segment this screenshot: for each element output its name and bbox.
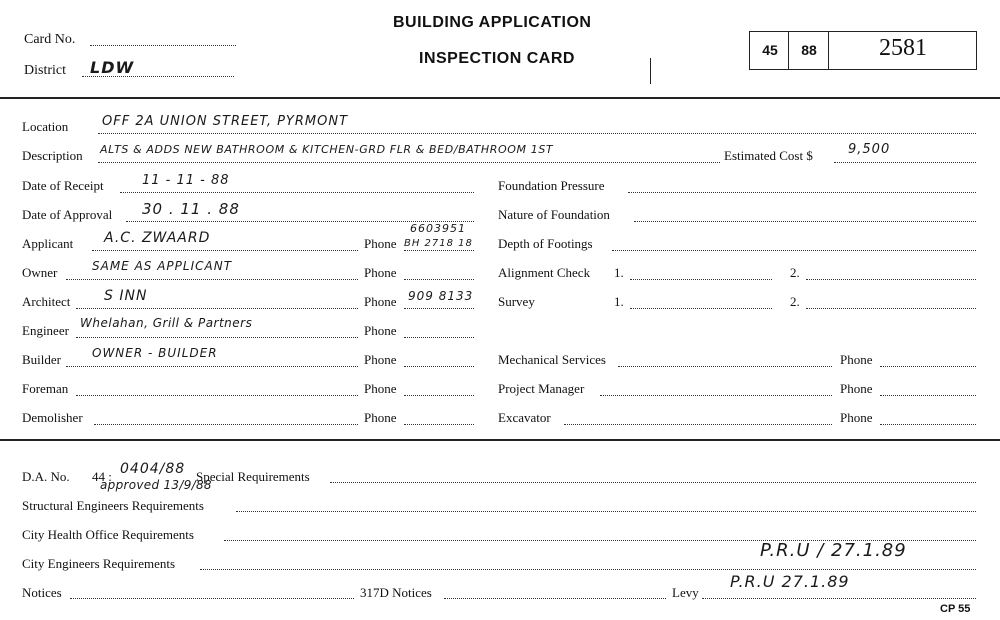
special-requirements-field[interactable]: [330, 482, 976, 483]
date-receipt-field[interactable]: [120, 192, 474, 193]
demolisher-field[interactable]: [94, 424, 358, 425]
owner-value: SAME AS APPLICANT: [92, 259, 233, 273]
alignment-check-label: Alignment Check: [498, 265, 591, 280]
survey-num1: 1.: [614, 294, 624, 309]
engineer-field[interactable]: [76, 337, 358, 338]
applicant-value: A.C. ZWAARD: [104, 230, 211, 246]
architect-field[interactable]: [76, 308, 358, 309]
architect-label: Architect: [22, 294, 71, 309]
engineer-phone-field[interactable]: [404, 337, 474, 338]
nature-foundation-field[interactable]: [634, 221, 976, 222]
excavator-phone-field[interactable]: [880, 424, 976, 425]
notices-317d-label: 317D Notices: [360, 585, 432, 600]
mechanical-label: Mechanical Services: [498, 352, 606, 367]
structural-field[interactable]: [236, 511, 976, 512]
health-label: City Health Office Requirements: [22, 527, 194, 542]
foundation-pressure-label: Foundation Pressure: [498, 178, 605, 193]
demolisher-phone-field[interactable]: [404, 424, 474, 425]
engineer-label: Engineer: [22, 323, 69, 338]
description-label: Description: [22, 148, 83, 163]
alignment-num1: 1.: [614, 265, 624, 280]
architect-value: S INN: [104, 288, 148, 304]
builder-phone-label: Phone: [364, 352, 397, 367]
applicant-field[interactable]: [92, 250, 358, 251]
survey-num2: 2.: [790, 294, 800, 309]
project-manager-phone-label: Phone: [840, 381, 873, 396]
foreman-field[interactable]: [76, 395, 358, 396]
excavator-field[interactable]: [564, 424, 832, 425]
architect-phone-label: Phone: [364, 294, 397, 309]
excavator-label: Excavator: [498, 410, 551, 425]
nature-foundation-label: Nature of Foundation: [498, 207, 610, 222]
notices-field[interactable]: [70, 598, 354, 599]
owner-label: Owner: [22, 265, 58, 280]
applicant-phone-note: BH 2718 18: [404, 238, 473, 249]
excavator-phone-label: Phone: [840, 410, 873, 425]
applicant-phone-value: 6603951: [410, 222, 466, 235]
divider-middle: [0, 439, 1000, 441]
levy-field[interactable]: [702, 598, 976, 599]
builder-label: Builder: [22, 352, 61, 367]
architect-phone-field[interactable]: [404, 308, 474, 309]
da-no-label: D.A. No.: [22, 469, 70, 484]
district-value: LDW: [90, 58, 135, 77]
divider-top: [0, 97, 1000, 99]
box-cell-88: 88: [801, 42, 817, 58]
engineer-phone-label: Phone: [364, 323, 397, 338]
location-field[interactable]: [98, 133, 976, 134]
demolisher-phone-label: Phone: [364, 410, 397, 425]
applicant-label: Applicant: [22, 236, 74, 251]
alignment-field-2[interactable]: [806, 279, 976, 280]
alignment-field-1[interactable]: [630, 279, 772, 280]
project-manager-label: Project Manager: [498, 381, 585, 396]
da-value: 0404/88: [120, 461, 186, 477]
city-eng-field[interactable]: [200, 569, 976, 570]
levy-value: P.R.U 27.1.89: [730, 572, 850, 591]
demolisher-label: Demolisher: [22, 410, 83, 425]
date-approval-value: 30 . 11 . 88: [142, 200, 240, 218]
depth-footings-field[interactable]: [612, 250, 976, 251]
architect-phone-value: 909 8133: [408, 289, 474, 303]
foundation-pressure-field[interactable]: [628, 192, 976, 193]
city-eng-label: City Engineers Requirements: [22, 556, 176, 571]
survey-field-2[interactable]: [806, 308, 976, 309]
owner-phone-field[interactable]: [404, 279, 474, 280]
project-manager-field[interactable]: [600, 395, 832, 396]
builder-value: OWNER - BUILDER: [92, 346, 218, 360]
survey-field-1[interactable]: [630, 308, 772, 309]
location-label: Location: [22, 119, 69, 134]
form-code: CP 55: [940, 603, 971, 615]
location-value: OFF 2A UNION STREET, PYRMONT: [102, 114, 349, 129]
foreman-phone-field[interactable]: [404, 395, 474, 396]
foreman-label: Foreman: [22, 381, 69, 396]
estimated-cost-value: 9,500: [848, 142, 891, 157]
owner-phone-label: Phone: [364, 265, 397, 280]
box-divider-1: [788, 31, 789, 70]
description-field[interactable]: [98, 162, 720, 163]
alignment-num2: 2.: [790, 265, 800, 280]
depth-footings-label: Depth of Footings: [498, 236, 593, 251]
da-approval-note: approved 13/9/88: [100, 478, 212, 492]
notices-label: Notices: [22, 585, 62, 600]
owner-field[interactable]: [66, 279, 358, 280]
card-no-label: Card No.: [24, 32, 76, 47]
project-manager-phone-field[interactable]: [880, 395, 976, 396]
title-line1: BUILDING APPLICATION: [393, 14, 592, 31]
mechanical-phone-field[interactable]: [880, 366, 976, 367]
da-prefix: 44 :: [92, 469, 112, 484]
applicant-phone-label: Phone: [364, 236, 397, 251]
card-no-field[interactable]: [90, 45, 236, 46]
applicant-phone-field[interactable]: [404, 250, 474, 251]
builder-field[interactable]: [66, 366, 358, 367]
survey-label: Survey: [498, 294, 535, 309]
box-divider-2: [828, 31, 829, 70]
box-cell-45: 45: [762, 42, 778, 58]
city-eng-value: P.R.U / 27.1.89: [760, 540, 907, 561]
engineer-value: Whelahan, Grill & Partners: [80, 316, 253, 330]
title-line2: INSPECTION CARD: [419, 50, 575, 67]
notices-317d-field[interactable]: [444, 598, 666, 599]
foreman-phone-label: Phone: [364, 381, 397, 396]
estimated-cost-label: Estimated Cost $: [724, 148, 813, 163]
builder-phone-field[interactable]: [404, 366, 474, 367]
mechanical-field[interactable]: [618, 366, 832, 367]
description-value: ALTS & ADDS NEW BATHROOM & KITCHEN-GRD FLR & BED/BATHROOM 1ST: [100, 143, 554, 156]
estimated-cost-field[interactable]: [834, 162, 976, 163]
levy-label: Levy: [672, 585, 699, 600]
title-tick: [650, 58, 651, 84]
date-receipt-value: 11 - 11 - 88: [142, 173, 230, 188]
card-number: 2581: [879, 35, 927, 61]
district-label: District: [24, 63, 66, 78]
special-requirements-label: Special Requirements: [196, 469, 310, 484]
mechanical-phone-label: Phone: [840, 352, 873, 367]
date-receipt-label: Date of Receipt: [22, 178, 104, 193]
date-approval-label: Date of Approval: [22, 207, 113, 222]
structural-label: Structural Engineers Requirements: [22, 498, 204, 513]
